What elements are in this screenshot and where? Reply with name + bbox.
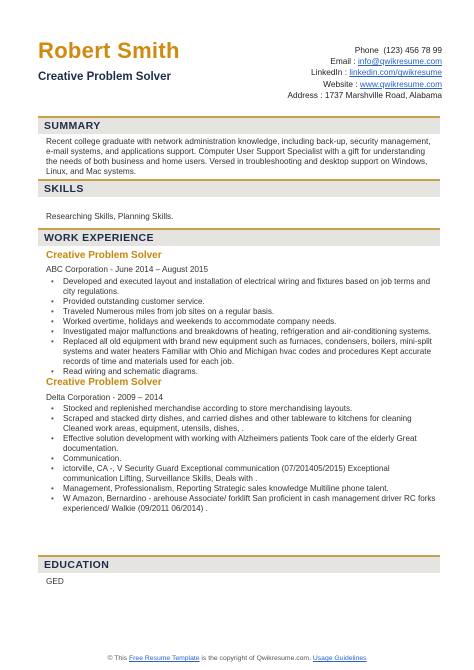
summary-text: Recent college graduate with network administration knowledge, including back-up, security management, e-mail systems, and applications support. Computer User Support Specialist with a gift for understanding the needs of both business and home users. Versed in troubleshooting and desktop support on Windows, Linux, and Mac systems. <box>46 137 431 176</box>
list-item: • Communication. <box>46 454 436 464</box>
phone-value: (123) 456 78 99 <box>383 45 442 55</box>
list-item: • ictorville, CA -, V Security Guard Exceptional communication (07/201405/2015) Exceptional communication Lifting, Surveillance Skills, Deals with . <box>46 464 436 484</box>
phone-label: Phone <box>354 45 379 55</box>
skills-section-header <box>38 179 440 197</box>
contact-block <box>287 45 442 101</box>
skills-heading: SKILLS <box>44 183 84 195</box>
summary-section-header <box>38 116 440 134</box>
list-item: • Replaced all old equipment with brand new equipment such as furnaces, condensers, boilers, mini-split systems and water heaters Familiar with Ohio and Michigan hvac codes and procedures Kept accurate records of time and materials used for each job. <box>46 337 436 367</box>
usage-guidelines-link[interactable]: Usage Guidelines <box>312 655 367 662</box>
education-heading: EDUCATION <box>44 559 110 571</box>
job-1-title: Creative Problem Solver <box>46 250 162 261</box>
job-2-title: Creative Problem Solver <box>46 377 162 388</box>
list-item: • Management, Professionalism, Reporting Strategic sales knowledge Multiline phone talent. <box>46 484 436 494</box>
list-item: • Read wiring and schematic diagrams. <box>46 367 436 377</box>
free-resume-template-link[interactable]: Free Resume Template <box>129 655 200 662</box>
email-label: Email <box>330 56 352 67</box>
contact-address-row: Address : 1737 Marshville Road, Alabama <box>287 89 442 100</box>
experience-section-header <box>38 228 440 246</box>
footer-middle: is the copyright of Qwikresume.com. <box>199 655 313 662</box>
list-item: • Traveled Numerous miles from job sites on a regular basis. <box>46 307 436 317</box>
job-2-bullets <box>46 404 436 514</box>
website-link[interactable]: www.qwikresume.com <box>359 78 442 89</box>
candidate-name: Robert Smith <box>38 38 180 63</box>
job-2-company: Delta Corporation - 2009 – 2014 <box>46 393 163 402</box>
candidate-title: Creative Problem Solver <box>38 71 171 83</box>
list-item: • Provided outstanding customer service. <box>46 297 436 307</box>
list-item: • Worked overtime, holidays and weekends to accommodate company needs. <box>46 317 436 327</box>
list-item: • Scraped and stacked dirty dishes, and carried dishes and other tableware to kitchens for cleaning Cleaned work areas, equipment, utensils, dishes, . <box>46 414 436 434</box>
contact-phone-row <box>287 45 442 56</box>
list-item: • Effective solution development with working with Alzheimers patients Took care of the elderly Great documentation. <box>46 434 436 454</box>
skills-text: Researching Skills, Planning Skills. <box>46 212 174 221</box>
summary-heading: SUMMARY <box>44 120 101 132</box>
list-item: • Investigated major malfunctions and breakdowns of heating, refrigeration and air-conditioning systems. <box>46 327 436 337</box>
job-1-bullets <box>46 277 436 377</box>
contact-website-row: Website : www.qwikresume.com <box>323 78 442 89</box>
contact-email-row: Email : info@qwikresume.com <box>330 56 442 67</box>
linkedin-label: LinkedIn <box>311 67 343 78</box>
list-item: • Stocked and replenished merchandise according to store merchandising layouts. <box>46 404 436 414</box>
email-link[interactable]: info@qwikresume.com <box>357 56 442 67</box>
footer-prefix: © This <box>107 655 129 662</box>
address-label: Address <box>287 89 318 100</box>
experience-heading: WORK EXPERIENCE <box>44 232 154 244</box>
contact-linkedin-row: LinkedIn : linkedin.com/qwikresume <box>311 67 442 78</box>
education-section-header <box>38 555 440 573</box>
education-text: GED <box>46 577 64 586</box>
website-label: Website <box>323 78 353 89</box>
linkedin-link[interactable]: linkedin.com/qwikresume <box>349 67 442 78</box>
job-1-company: ABC Corporation - June 2014 – August 2015 <box>46 265 209 274</box>
list-item: • W Amazon, Bernardino - arehouse Associate/ forklift San proficient in cash management driver RC forks experienced/ Walkie (09/2011 06/2014) . <box>46 494 436 514</box>
list-item: • Developed and executed layout and installation of electrical wiring and fixtures based on job terms and city regulations. <box>46 277 436 297</box>
address-value: 1737 Marshville Road, Alabama <box>324 89 442 100</box>
copyright-footer <box>0 655 474 662</box>
